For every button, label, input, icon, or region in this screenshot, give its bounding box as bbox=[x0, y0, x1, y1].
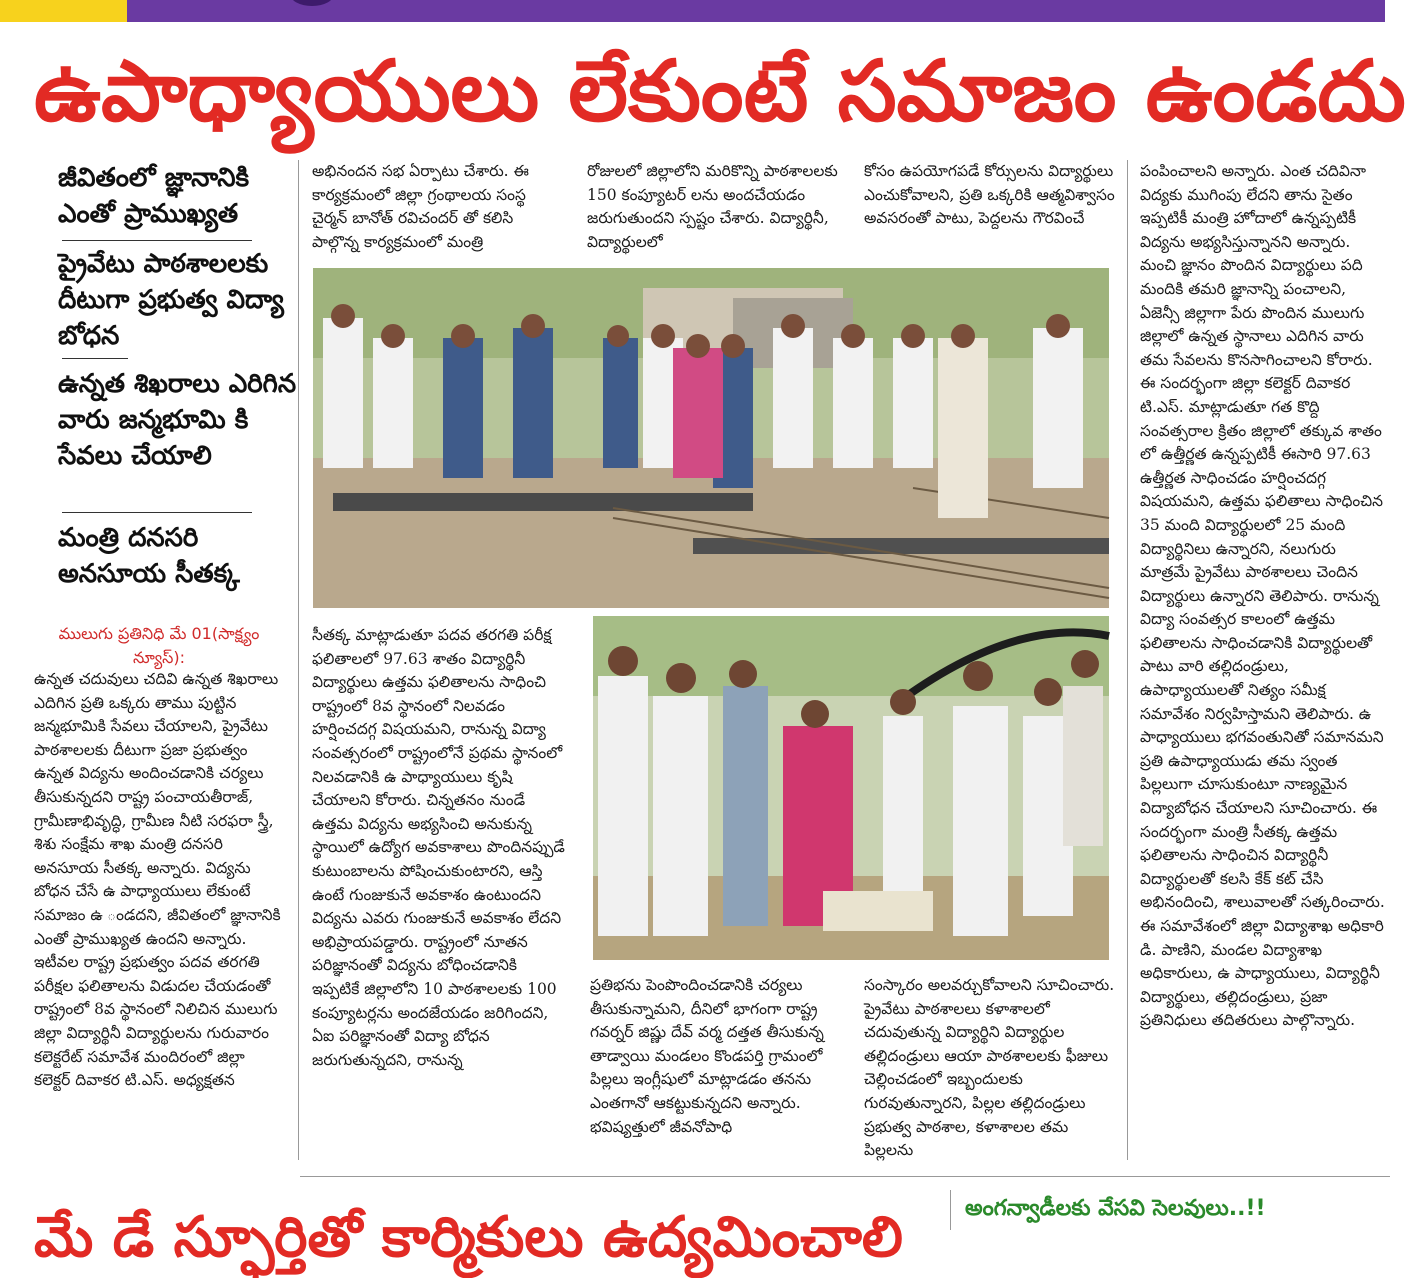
article-text: కోసం ఉపయోగపడే కోర్సులను విద్యార్థులు ఎంచుకోవాలని, ప్రతి ఒక్కరికి ఆత్మవిశ్వాసం అవసరంతో పాటు, పెద్దలను గౌరవించే bbox=[864, 162, 1115, 228]
kicker-4: మంత్రి దనసరి అనసూయ సీతక్క bbox=[58, 523, 240, 589]
article-column-3-top bbox=[587, 160, 842, 256]
dateline-byline: ములుగు ప్రతినిధి మే 01(సాక్ష్యం న్యూస్): bbox=[58, 624, 260, 667]
side-story-headline: అంగన్వాడీలకు వేసవి సెలవులు..!! bbox=[965, 1196, 1266, 1221]
top-bar-yellow-block bbox=[0, 0, 127, 22]
kicker-divider bbox=[62, 358, 128, 359]
section-divider bbox=[300, 1176, 1390, 1177]
next-story-headline: మే డే స్ఫూర్తితో కార్మికులు ఉద్యమించాలి bbox=[34, 1205, 903, 1270]
article-text: ప్రతిభను పెంపొందించడానికి చర్యలు తీసుకున్నామని, దీనిలో భాగంగా రాష్ట్ర గవర్నర్ జిష్ణు దేవ్ వర్మ దత్తత తీసుకున్న తాడ్వాయి మండలం కొండపర్తి గ్రామంలో పిల్లలు ఇంగ్లీషులో మాట్లాడడం తనను ఎంతగానో ఆకట్టుకున్నదని అన్నారు. భవిష్యత్తులో జీవనోపాధి bbox=[590, 976, 824, 1136]
article-text: రోజులలో జిల్లాలోని మరికొన్ని పాఠశాలలకు 150 కంప్యూటర్ లను అందచేయడం జరుగుతుందని స్పష్టం చేశారు. విద్యార్థినీ, విద్యార్థులలో bbox=[587, 162, 838, 251]
column-divider bbox=[1127, 160, 1128, 1160]
news-photo-inauguration bbox=[593, 616, 1109, 960]
kicker-1: జీవితంలో జ్ఞానానికి ఎంతో ప్రాముఖ్యత bbox=[58, 163, 250, 229]
column-divider bbox=[950, 1190, 951, 1230]
news-photo-site-visit bbox=[313, 268, 1109, 608]
kicker-divider bbox=[62, 512, 252, 513]
article-column-4-top bbox=[864, 160, 1119, 256]
article-column-1 bbox=[34, 668, 284, 1160]
article-column-5 bbox=[1140, 160, 1390, 1164]
kicker-3: ఉన్నత శిఖరాలు ఎరిగిన వారు జన్మభూమి కి సేవలు చేయాలి bbox=[58, 369, 297, 471]
article-text: సంస్కారం అలవర్చుకోవాలని సూచించారు. ప్రైవేటు పాఠశాలలు కళాశాలలో చదువుతున్న విద్యార్థిని విద్యార్థుల తల్లిదండ్రులు ఆయా పాఠశాలలకు ఫీజులు చెల్లించడంలో ఇబ్బందులకు గురవుతున్నారని, పిల్లల తల్లిదండ్రులు ప్రభుత్వ పాఠశాల, కళాశాలల తమ పిల్లలను bbox=[864, 976, 1115, 1160]
article-column-2-bottom bbox=[312, 624, 567, 1164]
column-divider bbox=[298, 160, 299, 1160]
top-color-bar bbox=[0, 0, 1420, 22]
article-text: సీతక్క మాట్లాడుతూ పదవ తరగతి పరీక్ష ఫలితాలలో 97.63 శాతం విద్యార్థినీ విద్యార్థులు ఉత్తమ ఫలితాలను సాధించి రాష్ట్రంలో 8వ స్థానంలో నిలవడం హర్షించదగ్గ విషయమని, రానున్న విద్యా సంవత్సరంలో రాష్ట్రంలోనే ప్రథమ స్థానంలో నిలవడానికి ఉ పాధ్యాయులు కృషి చేయాలని కోరారు. చిన్నతనం నుండే ఉత్తమ విద్యను అభ్యసించి అనుకున్న స్థాయిలో ఉద్యోగ అవకాశాలు పొందినప్పుడే కుటుంబాలను పోషించుకుంటారని, ఆస్తి ఉంటే గుంజుకునే అవకాశం ఉంటుందని విద్యను ఎవరు గుంజుకునే అవకాశం లేదని అభిప్రాయపడ్డారు. రాష్ట్రంలో నూతన పరిజ్ఞానంతో విద్యను బోధించడానికి ఇప్పటికే జిల్లాలోని 10 పాఠశాలలకు 100 కంప్యూటర్లను అందజేయడం జరిగిందని, ఏఐ పరిజ్ఞానంతో విద్యా బోధన జరుగుతున్నదని, రానున్న bbox=[312, 626, 565, 1069]
article-column-4-bottom bbox=[864, 974, 1119, 1164]
article-column-2-top bbox=[312, 160, 562, 256]
article-text: పంపించాలని అన్నారు. ఎంత చదివినా విద్యకు ముగింపు లేదని తాను సైతం ఇప్పటికీ మంత్రి హోదాలో ఉన్నప్పటికీ విద్యను అభ్యసిస్తున్నానని అన్నారు. మంచి జ్ఞానం పొందిన విద్యార్థులు పది మందికి తమరి జ్ఞానాన్ని పంచాలని, ఏజెన్సీ జిల్లాగా పేరు పొందిన ములుగు జిల్లాలో ఉన్నత స్థానాలు ఎదిగిన వారు తమ సేవలను కొనసాగించాలని కోరారు. ఈ సందర్భంగా జిల్లా కలెక్టర్ దివాకర టి.ఎస్. మాట్లాడుతూ గత కొద్ది సంవత్సరాల క్రితం జిల్లాలో తక్కువ శాతం లో ఉత్తీర్ణత ఉన్నప్పటికీ ఈసారి 97.63 ఉత్తీర్ణత సాధించడం హర్షించదగ్గ విషయమని, ఉత్తమ ఫలితాలు సాధించిన 35 మంది విద్యార్థులలో 25 మంది విద్యార్థినిలు ఉన్నారని, నలుగురు మాత్రమే ప్రైవేటు పాఠశాలలు చెందిన విద్యార్థులు ఉన్నారని తెలిపారు. రానున్న విద్యా సంవత్సర కాలంలో ఉత్తమ ఫలితాలను సాధించడానికి విద్యార్థులతో పాటు వారి తల్లిదండ్రులు, ఉపాధ్యాయులతో నిత్యం సమీక్ష సమావేశం నిర్వహిస్తామని తెలిపారు. ఉ పాధ్యాయులు భగవంతునితో సమానమని ప్రతి ఉపాధ్యాయుడు తమ స్వంత పిల్లలుగా చూసుకుంటూ నాణ్యమైన విద్యాబోధన చేయాలని సూచించారు. ఈ సందర్భంగా మంత్రి సీతక్క ఉత్తమ ఫలితాలను సాధించిన విద్యార్థినీ విద్యార్థులతో కలసి కేక్ కట్ చేసి అభినందించి, శాలువాలతో సత్కరించారు. ఈ సమావేశంలో జిల్లా విద్యాశాఖ అధికారి డి. పాణిని, మండల విద్యాశాఖ అధికారులు, ఉ పాధ్యాయులు, విద్యార్థినీ విద్యార్థులు, తల్లిదండ్రులు, ప్రజా ప్రతినిధులు తదితరులు పాల్గొన్నారు. bbox=[1140, 162, 1385, 1030]
article-text: అభినందన సభ ఏర్పాటు చేశారు. ఈ కార్యక్రమంలో జిల్లా గ్రంథాలయ సంస్థ చైర్మన్ బానోత్ రవిచందర్ తో కలిసి పాల్గొన్న కార్యక్రమంలో మంత్రి bbox=[312, 162, 529, 251]
kicker-divider bbox=[62, 240, 252, 241]
kicker-2: ప్రైవేటు పాఠశాలలకు దీటుగా ప్రభుత్వ విద్యా బోధన bbox=[58, 249, 284, 351]
article-text: ఉన్నత చదువులు చదివి ఉన్నత శిఖరాలు ఎదిగిన ప్రతి ఒక్కరు తాము పుట్టిన జన్మభూమికి సేవలు చేయాలని, ప్రైవేటు పాఠశాలలకు దీటుగా ప్రజా ప్రభుత్వం ఉన్నత విద్యను అందించడానికి చర్యలు తీసుకున్నదని రాష్ట్ర పంచాయతీరాజ్, గ్రామీణాభివృద్ధి, గ్రామీణ నీటి సరఫరా స్త్రీ, శిశు సంక్షేమ శాఖ మంత్రి దనసరి అనసూయ సీతక్క అన్నారు. విద్యను బోధన చేసే ఉ పాధ్యాయులు లేకుంటే సమాజం ఉ ండదని, జీవితంలో జ్ఞానానికి ఎంతో ప్రాముఖ్యత ఉందని అన్నారు. ఇటీవల రాష్ట్ర ప్రభుత్వం పదవ తరగతి పరీక్షల ఫలితాలను విడుదల చేయడంతో రాష్ట్రంలో 8వ స్థానంలో నిలిచిన ములుగు జిల్లా విద్యార్థినీ విద్యార్థులను గురువారం కలెక్టరేట్ సమావేశ మందిరంలో జిల్లా కలెక్టర్ దివాకర టి.ఎస్. అధ్యక్షతన bbox=[34, 670, 281, 1090]
article-column-3-bottom bbox=[590, 974, 845, 1164]
main-headline: ఉపాధ్యాయులు లేకుంటే సమాజం ఉండదు bbox=[34, 42, 1406, 140]
